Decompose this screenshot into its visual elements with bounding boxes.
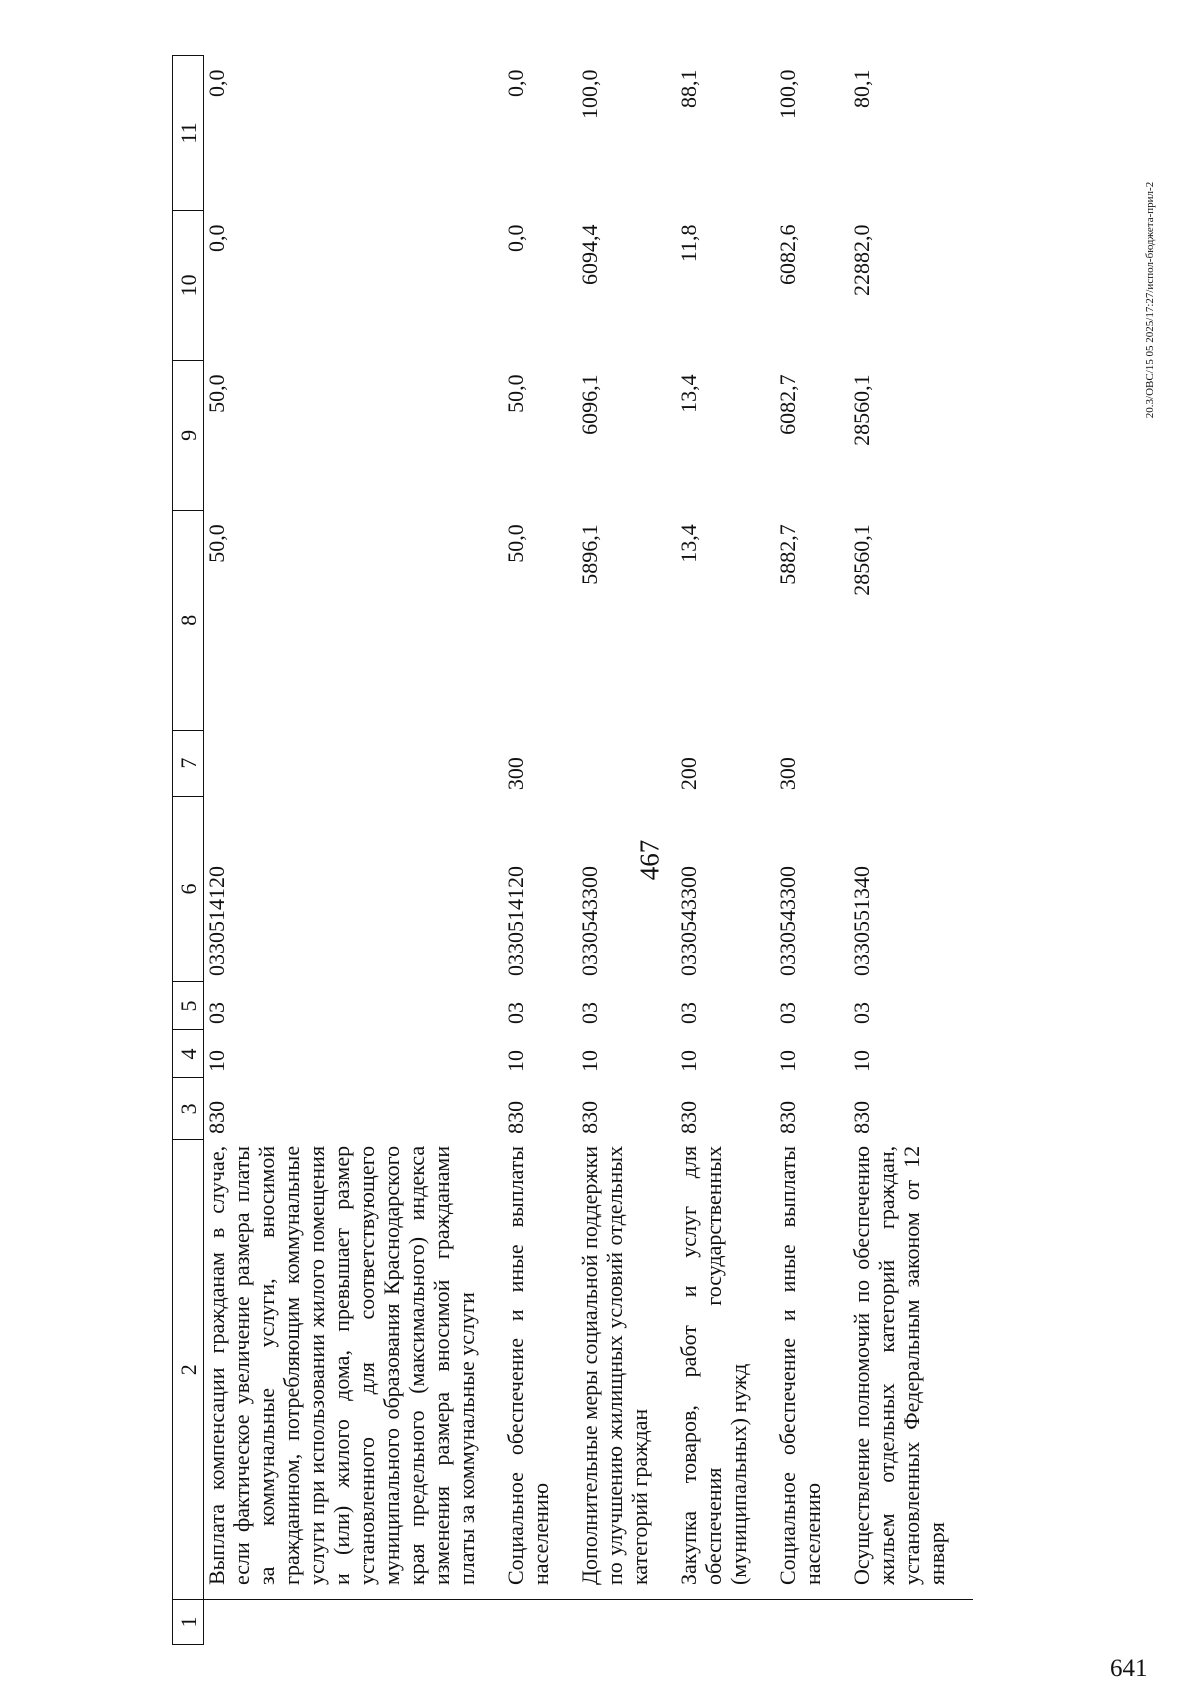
cell-value: 22882,0: [849, 224, 874, 296]
cell-col3: 830: [204, 1100, 229, 1134]
cell-name: Осуществление полномочий по обеспечению жильем отдельных категорий граждан, установленных Федеральным законом от 12 января: [849, 1140, 973, 1600]
cell-code: 0330543300: [676, 866, 701, 976]
cell-col4: 10: [577, 1049, 602, 1072]
cell-col7: [577, 730, 676, 796]
cell-value: 6082,7: [775, 374, 800, 435]
cell-value: 6096,1: [577, 374, 602, 435]
cell-value: 6082,6: [775, 224, 800, 285]
cell-code: 0330551340: [849, 866, 874, 976]
col-header: 3: [173, 1078, 204, 1140]
cell-col3: 830: [775, 1100, 800, 1134]
cell-value: 28560,1: [849, 374, 874, 446]
col-header: 2: [173, 1140, 204, 1600]
cell-col5: 03: [503, 1001, 528, 1024]
cell-percent: 100,0: [577, 69, 602, 119]
cell-col3: 830: [676, 1100, 701, 1134]
cell-value: 13,4: [676, 524, 701, 563]
col-header: 11: [173, 56, 204, 211]
cell-col5: 03: [775, 1001, 800, 1024]
cell-col4: 10: [676, 1049, 701, 1072]
cell-col5: 03: [577, 1001, 602, 1024]
col-header: 1: [173, 1600, 204, 1645]
cell-percent: 100,0: [775, 69, 800, 119]
cell-value: 6094,4: [577, 224, 602, 285]
cell-col5: 03: [676, 1001, 701, 1024]
col-header: 5: [173, 982, 204, 1030]
cell-percent: 0,0: [204, 69, 229, 97]
cell-col3: 830: [503, 1100, 528, 1134]
cell-col4: 10: [849, 1049, 874, 1072]
col-header: 10: [173, 210, 204, 360]
cell-percent: 80,1: [849, 69, 874, 108]
cell-col7: 200: [676, 757, 701, 791]
cell-value: 11,8: [676, 224, 701, 263]
cell-name: Социальное обеспечение и иные выплаты населению: [503, 1140, 577, 1600]
footer-document-code: 20.3/ОВС/15 05 2025/17:27/испол-бюджета-прил-2: [1144, 181, 1156, 419]
table-row: [775, 56, 849, 1645]
cell-value: 5896,1: [577, 524, 602, 585]
cell-col1: [204, 1600, 504, 1645]
cell-name: Дополнительные меры социальной поддержки по улучшению жилищных условий отдельных категорий граждан: [577, 1140, 676, 1600]
cell-code: 0330514120: [503, 866, 528, 976]
cell-col1: [577, 1600, 676, 1645]
cell-col4: 10: [503, 1049, 528, 1072]
cell-code: 0330514120: [204, 866, 229, 976]
cell-percent: 0,0: [503, 69, 528, 97]
cell-col4: 10: [775, 1049, 800, 1072]
cell-col1: [775, 1600, 849, 1645]
cell-value: 50,0: [204, 374, 229, 413]
cell-value: 13,4: [676, 374, 701, 413]
cell-col1: [676, 1600, 775, 1645]
cell-name: Закупка товаров, работ и услуг для обеспечения государственных (муниципальных) нужд: [676, 1140, 775, 1600]
table-row: [676, 56, 775, 1645]
col-header: 9: [173, 360, 204, 510]
cell-value: 0,0: [204, 224, 229, 252]
col-header: 7: [173, 730, 204, 796]
cell-col4: 10: [204, 1049, 229, 1072]
cell-code: 0330543300: [577, 866, 602, 976]
cell-value: 50,0: [204, 524, 229, 563]
col-header: 8: [173, 510, 204, 730]
cell-percent: 88,1: [676, 69, 701, 108]
cell-name: Социальное обеспечение и иные выплаты населению: [775, 1140, 849, 1600]
cell-code: 0330543300: [775, 866, 800, 976]
cell-col5: 03: [204, 1001, 229, 1024]
cell-value: 5882,7: [775, 524, 800, 585]
page-number-bottom: 641: [1110, 1655, 1148, 1682]
budget-table: [172, 55, 973, 1645]
col-header: 6: [173, 796, 204, 982]
table-row: [503, 56, 577, 1645]
table-row: [577, 56, 676, 1645]
cell-col1: [849, 1600, 973, 1645]
cell-value: 50,0: [503, 524, 528, 563]
table-row: [849, 56, 973, 1645]
cell-value: 28560,1: [849, 524, 874, 596]
cell-col7: 300: [503, 757, 528, 791]
rotated-table-container: [172, 55, 1172, 1645]
page-number-top: 467: [634, 839, 665, 881]
cell-value: 0,0: [503, 224, 528, 252]
cell-value: 50,0: [503, 374, 528, 413]
cell-col5: 03: [849, 1001, 874, 1024]
cell-col1: [503, 1600, 577, 1645]
cell-col7: [849, 730, 973, 796]
header-row: [173, 56, 204, 1645]
cell-col7: 300: [775, 757, 800, 791]
table-row: [204, 56, 504, 1645]
cell-col3: 830: [849, 1100, 874, 1134]
cell-name: Выплата компенсации гражданам в случае, если фактическое увеличение размера платы за коммунальные услуги, вносимой гражданином, потребляющим коммунальные услуги при использовании жилого помещения и (или) жилого дома, превышает размер установленного для соответствующего муниципального образования Краснодарского края предельного (максимального) индекса изменения размера вносимой гражданами платы за коммунальные услуги: [204, 1140, 504, 1600]
cell-col7: [204, 730, 504, 796]
cell-col3: 830: [577, 1100, 602, 1134]
col-header: 4: [173, 1030, 204, 1078]
